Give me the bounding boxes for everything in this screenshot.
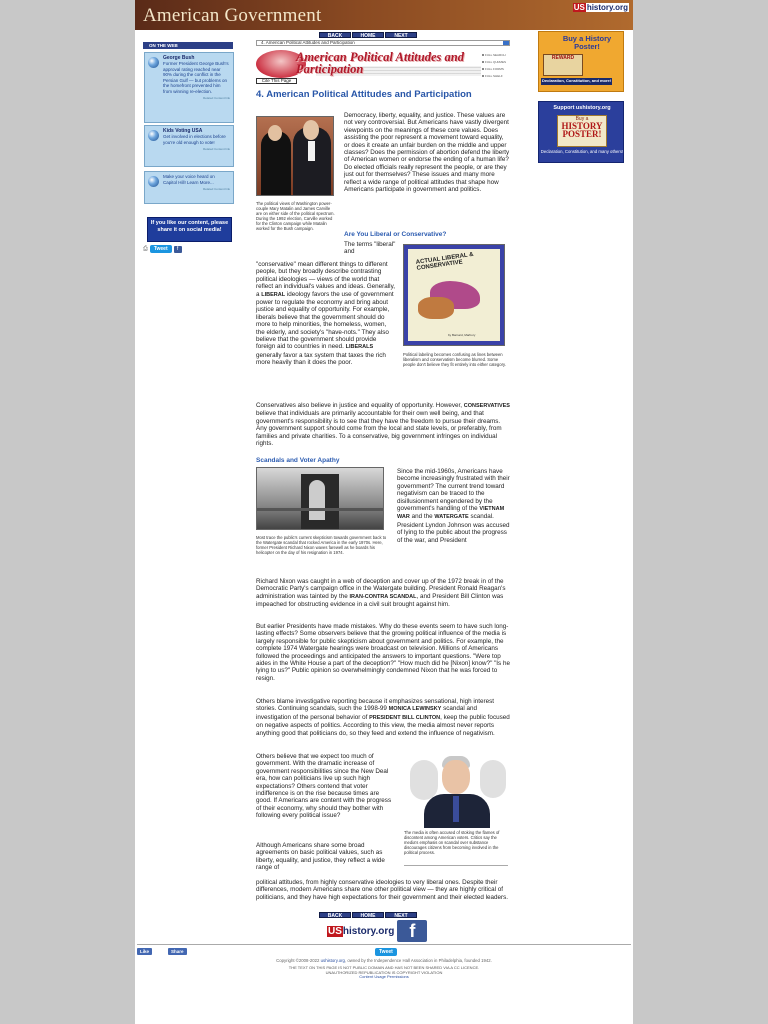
paragraph: But earlier Presidents have made mistakes. Why do these events seem to have such long-lasting effects? Some observers believe that the growing political influence of the media is largely responsible for public skepticism about government and politics. For example, the complete 1974 Watergate hearings were broadcast on television. Millions of Americans followed the proceedings and anticipated the answers to important questions. "Were top aides in the White House a part of the deception?" "How much did he [Nixon] know?" "Is he lying to us?" Public opinion so overwhelmingly condemned Nixon that he was forced to resign. bbox=[256, 623, 510, 682]
ushistory-logo[interactable]: UShistory.org bbox=[328, 925, 395, 937]
paragraph: Since the mid-1960s, Americans have become increasingly frustrated with their government? The current trend toward negativism can be traced to the disillusionment engendered by the government's handling of the VIETNAM WAR and the WATERGATE scandal. President Lyndon Johnson was accused of lying to the public about the progress of the war, and President bbox=[397, 468, 510, 544]
nixon-helicopter-photo bbox=[256, 467, 384, 530]
term-monica-lewinsky: MONICA LEWINSKY bbox=[388, 706, 442, 713]
web-item-text: Get involved in elections before you're old enough to vote! bbox=[163, 134, 226, 145]
footer-divider bbox=[137, 944, 631, 945]
article-heading: 4. American Political Attitudes and Participation bbox=[256, 89, 472, 100]
web-item-kids-voting[interactable] bbox=[144, 125, 234, 167]
web-item-source: Related Content link bbox=[202, 187, 230, 191]
poster-ad-2[interactable] bbox=[538, 101, 624, 163]
term-watergate: WATERGATE bbox=[434, 514, 469, 521]
paragraph: "conservative" mean different things to different people, but they broadly describe contrasting political ideologies — views of the world that reflect an individual's values and ideas. Generally, a LIBERAL ideology favors the use of government power to regulate the economy and bring about justice and equality of opportunity. For example, liberals believe that the government should do more to help minorities, the homeless, women, the elderly, and society's "have-nots." They also believe that the government should provide foreign aid to countries in need. LIBERALS generally favor a tax system that taxes the rich more heavily than it does the poor. bbox=[256, 261, 395, 367]
chevron-down-icon bbox=[503, 41, 509, 45]
on-the-web-heading: ON THE WEB bbox=[143, 42, 233, 49]
chapter-select[interactable] bbox=[256, 40, 510, 46]
chapter-select-value: 4. American Political Attitudes and Participation bbox=[261, 40, 355, 45]
paragraph: Others believe that we expect too much of government. With the dramatic increase of government responsibilities since the New Deal era, how can politicians live up such high expectations? Others contend that voter indifference is on the rise because times are good. If Americans are content with the progress of their economy, why should they bother with following every political issue? bbox=[256, 753, 392, 820]
web-item-george-bush[interactable] bbox=[144, 52, 234, 123]
history-poster-image: Buy a HISTORY POSTER! bbox=[557, 115, 607, 147]
footer-copyright: Copyright ©2008-2022 ushistory.org, owned by the Independence Hall Association in Philadelphia, founded 1942. bbox=[276, 958, 492, 963]
term-conservatives: CONSERVATIVES bbox=[463, 403, 510, 409]
top-nav bbox=[319, 32, 417, 38]
matalin-carville-photo bbox=[256, 116, 334, 196]
side-links bbox=[482, 52, 512, 80]
left-sidebar bbox=[143, 42, 236, 252]
bottom-nav bbox=[319, 912, 417, 918]
term-liberal: LIBERAL bbox=[261, 291, 286, 298]
back-button[interactable]: BACK bbox=[319, 912, 351, 918]
paragraph: The terms "liberal" and bbox=[344, 241, 396, 256]
next-button[interactable]: NEXT bbox=[385, 32, 417, 38]
book-title: ACTUAL LIBERAL & CONSERVATIVE bbox=[415, 251, 474, 272]
back-button[interactable]: BACK bbox=[319, 32, 351, 38]
term-president-clinton: PRESIDENT BILL CLINTON bbox=[369, 714, 441, 721]
paragraph: Richard Nixon was caught in a web of deception and cover up of the 1972 break in of the Democratic Party's campaign office in the Watergate building. President Ronald Reagan's administration was tainted by the IRAN-CONTRA SCANDAL, and President Bill Clinton was impeached for obstructing evidence in a civil suit brought against him. bbox=[256, 578, 506, 609]
cite-this-page-button[interactable]: Cite This Page bbox=[256, 78, 297, 84]
photo-caption: The media is often accused of stoking the flames of discontent among American voters. Critics say the media's emphasis on scandal over substance discourages citizens from becoming involved in the political process. bbox=[404, 830, 500, 855]
web-item-source: Related Content link bbox=[202, 96, 230, 100]
facebook-icon[interactable]: f bbox=[397, 920, 427, 942]
facebook-icon[interactable]: f bbox=[174, 246, 182, 253]
web-item-title: Kids Voting USA bbox=[163, 128, 203, 134]
side-link[interactable]: FULL QUIZZES bbox=[482, 59, 512, 66]
globe-icon bbox=[148, 57, 159, 68]
tweet-button[interactable]: Tweet bbox=[375, 948, 397, 956]
section-heading-scandals: Scandals and Voter Apathy bbox=[256, 457, 340, 464]
globe-icon bbox=[148, 176, 159, 187]
side-link[interactable]: FULL SEARCH bbox=[482, 52, 512, 59]
ushistory-logo[interactable]: US history.org bbox=[573, 3, 628, 12]
web-item-source: Related Content link bbox=[202, 147, 230, 151]
chapter-title-image bbox=[256, 50, 481, 78]
term-liberals: LIBERALS bbox=[345, 344, 374, 351]
section-heading-liberal: Are You Liberal or Conservative? bbox=[344, 231, 447, 238]
web-item-text: Former President George Bush's approval rating reached near 90% during the conflict in the Persian Gulf — but problems on the homefront prevented him from winning re-election. bbox=[163, 61, 229, 94]
political-labels-book-cover bbox=[403, 244, 505, 346]
photo-caption: Political labeling becomes confusing as lines between liberalism and conservatism become blurred. Some people don't believe they fit entirely into either category. bbox=[403, 352, 506, 367]
globe-icon bbox=[148, 130, 159, 141]
photo-caption: Most trace the public's current skepticism towards government back to the Watergate scandal that rocked America in the early 1970s. Here, former President Richard Nixon waves farewell as he boards his helicopter on the day of his resignation in 1974. bbox=[256, 535, 387, 555]
term-vietnam-war: VIETNAM WAR bbox=[397, 506, 505, 521]
ad-subtitle: Declaration, Constitution, and many others! bbox=[540, 149, 624, 154]
home-button[interactable]: HOME bbox=[352, 912, 384, 918]
ad-title: Buy a History Poster! bbox=[562, 34, 612, 51]
share-prompt: If you like our content, please share it on social media! bbox=[147, 217, 232, 242]
site-title: American Government bbox=[143, 5, 322, 26]
bottom-logos bbox=[327, 920, 427, 942]
side-link[interactable]: FULL SHELF bbox=[482, 73, 512, 80]
clinton-photo bbox=[404, 756, 508, 828]
print-icon[interactable]: ⎙ bbox=[143, 245, 148, 252]
page bbox=[135, 0, 633, 1024]
ushistory-link[interactable]: ushistory.org bbox=[320, 958, 345, 963]
poster-ad-1[interactable] bbox=[538, 31, 624, 92]
tweet-button[interactable]: Tweet bbox=[150, 245, 172, 253]
footer-license: THE TEXT ON THIS PAGE IS NOT PUBLIC DOMAIN AND HAS NOT BEEN SHARED VIA A CC LICENCE. UNAUTHORIZED REPUBLICATION IS COPYRIGHT VIOLATION Content Usage Permissions bbox=[135, 966, 633, 980]
web-item-title: George Bush bbox=[163, 55, 195, 61]
home-button[interactable]: HOME bbox=[352, 32, 384, 38]
reward-poster-image: REWARD bbox=[543, 54, 583, 76]
web-item-capitol-hill[interactable] bbox=[144, 171, 234, 204]
web-item-text: Make your voice heard on Capitol Hill! Learn More... bbox=[163, 174, 215, 185]
photo-caption: The political views of Washington power-couple Mary Matalin and James Carville are on either side of the political spectrum. During the 1992 election, Carville worked for the Clinton campaign while Matalin worked for the Bush campaign. bbox=[256, 201, 335, 231]
next-button[interactable]: NEXT bbox=[385, 912, 417, 918]
chapter-title-text: American Political Attitudes and Participation bbox=[296, 50, 464, 76]
ad-subtitle: Declaration, Constitution, and more! bbox=[542, 78, 612, 83]
term-iran-contra: IRAN-CONTRA SCANDAL bbox=[349, 593, 417, 600]
paragraph: political attitudes, from highly conservative ideologies to very liberal ones. Despite their differences, modern Americans share one other political view — they are highly critical of politicians, and they have high expectations for their government and their elected leaders. bbox=[256, 879, 509, 901]
intro-paragraph: Democracy, liberty, equality, and justice. These values are not very controversial. But Americans have vastly divergent viewpoints on the meanings of these core values. Does assisting the poor represent a movement toward equality, or does it create an unfair burden on the middle and upper classes? Does the permission of abortion defend the liberty of American women or endorse the ending of a human life? Do elected officials really represent the people, or are they just out for themselves? These issues and many more reflect a wide range of political attitudes that shape how Americans participate in government and politics. bbox=[344, 112, 510, 194]
footer-social-bar bbox=[135, 947, 633, 956]
share-icons bbox=[143, 245, 182, 253]
book-author: by Barnard, Marbury bbox=[448, 333, 476, 337]
paragraph: Although Americans share some broad agreements on basic political values, such as liberty, equality, and justice, they reflect a wide range of bbox=[256, 842, 385, 872]
paragraph: Others blame investigative reporting because it emphasizes sensational, high interest stories. Continuing scandals, such the 1998-99 MONICA LEWINSKY scandal and investigation of the personal behavior of PRESIDENT BILL CLINTON, keep the public focused on negative aspects of politics. According to this view, the media almost never reports anything good that politicians do, so they feed and extend the influence of negativism. bbox=[256, 698, 510, 737]
ad-title: Support ushistory.org bbox=[553, 105, 611, 111]
donkey-illustration bbox=[418, 297, 454, 319]
paragraph: Conservatives also believe in justice and equality of opportunity. However, CONSERVATIVES believe that individuals are primarily accountable for their own well being, and that government's responsibility is to see that they have the freedom to pursue their dreams. Any government support should come from the local and state levels, or preferably, from families and private charities. To a conservative, big government infringes on individual rights. bbox=[256, 402, 510, 448]
content-usage-link[interactable]: Content Usage Permissions bbox=[359, 974, 409, 980]
site-banner bbox=[135, 0, 633, 30]
facebook-like-button[interactable]: Like bbox=[137, 948, 152, 955]
side-link[interactable]: FULL FORMS bbox=[482, 66, 512, 73]
caption-divider bbox=[404, 865, 508, 866]
facebook-share-button[interactable]: Share bbox=[168, 948, 187, 955]
